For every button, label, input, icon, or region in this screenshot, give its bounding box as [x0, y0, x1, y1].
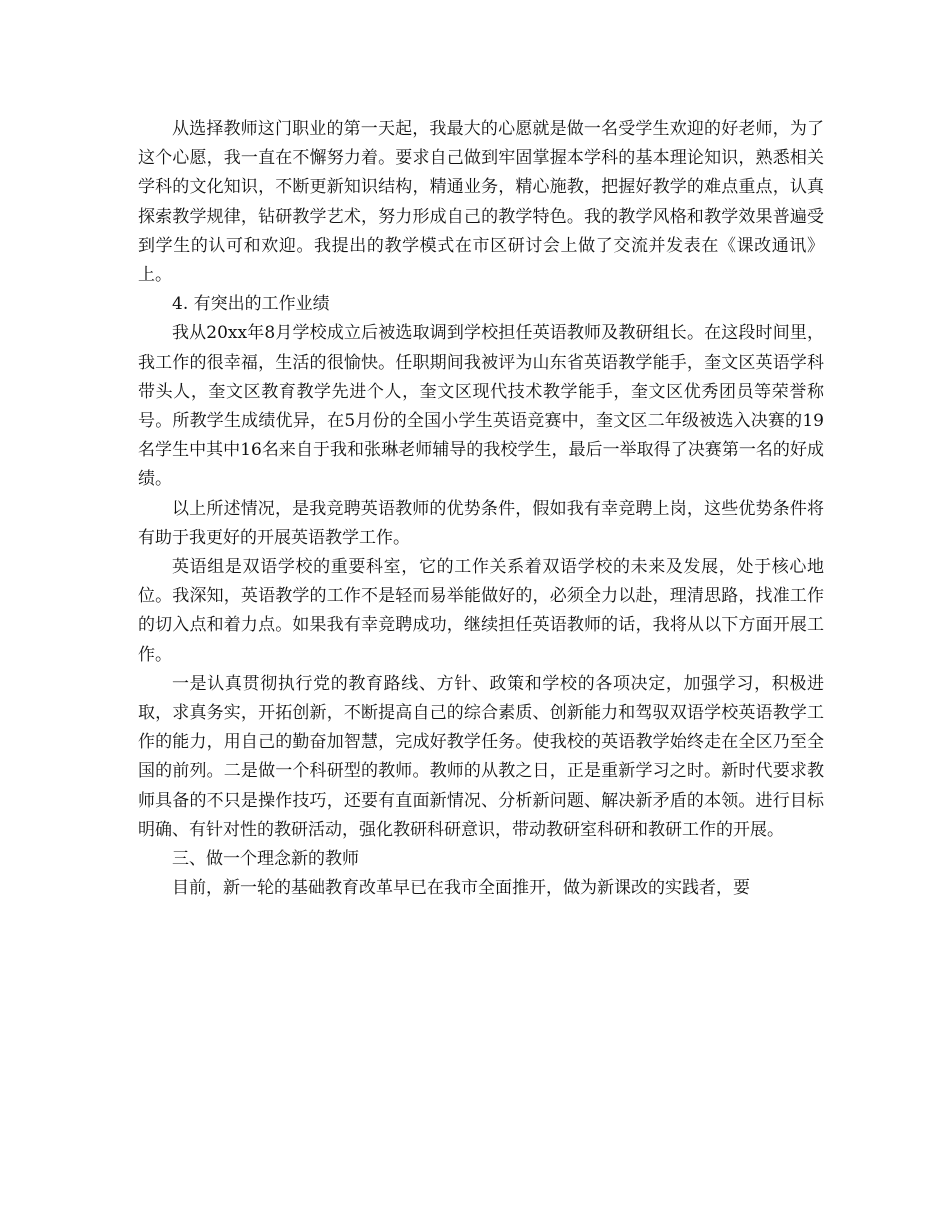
paragraph-curriculum-reform: 目前，新一轮的基础教育改革早已在我市全面推开，做为新课改的实践者，要	[172, 878, 750, 899]
paragraph-teaching-aspiration: 从选择教师这门职业的第一天起，我最大的心愿就是做一名受学生欢迎的好老师，为了这个心愿，我一直在不懈努力着。要求自己做到牢固掌握本学科的基本理论知识，熟悉相关学科的文化知识，不断更新知识结构，精通业务，精心施教，把握好教学的难点重点，认真探索教学规律，钻研教学艺术，努力形成自己的教学特色。我的教学风格和教学效果普遍受到学生的认可和欢迎。我提出的教学模式在市区研讨会上做了交流并发表在《课改通讯》上。	[138, 119, 824, 286]
heading-new-concept-teacher: 三、做一个理念新的教师	[172, 849, 359, 870]
paragraph-work-achievements: 我从20xx年8月学校成立后被选取调到学校担任英语教师及教研组长。在这段时间里，我工作的很幸福，生活的很愉快。任职期间我被评为山东省英语教学能手，奎文区英语学科带头人，奎文区教育教学先进个人，奎文区现代技术教学能手，奎文区优秀团员等荣誉称号。所教学生成绩优异，在5月份的全国小学生英语竞赛中，奎文区二年级被选入决赛的19名学生中其中16名来自于我和张琳老师辅导的我校学生，最后一举取得了决赛第一名的好成绩。	[138, 323, 824, 490]
document-body	[138, 115, 824, 903]
paragraph-english-group-role: 英语组是双语学校的重要科室，它的工作关系着双语学校的未来及发展，处于核心地位。我深知，英语教学的工作不是轻而易举能做好的，必须全力以赴，理清思路，找准工作的切入点和着力点。如果我有幸竞聘成功，继续担任英语教师的话，我将从以下方面开展工作。	[138, 557, 824, 665]
paragraph-work-plan: 一是认真贯彻执行党的教育路线、方针、政策和学校的各项决定，加强学习，积极进取，求真务实，开拓创新，不断提高自己的综合素质、创新能力和驾驭双语学校英语教学工作的能力，用自己的勤奋加智慧，完成好教学任务。使我校的英语教学始终走在全区乃至全国的前列。二是做一个科研型的教师。教师的从教之日，正是重新学习之时。新时代要求教师具备的不只是操作技巧，还要有直面新情况、分析新问题、解决新矛盾的本领。进行目标明确、有针对性的教研活动，强化教研科研意识，带动教研室科研和教研工作的开展。	[138, 673, 824, 840]
heading-outstanding-achievements: 4. 有突出的工作业绩	[172, 294, 330, 315]
paragraph-advantages-summary: 以上所述情况，是我竞聘英语教师的优势条件，假如我有幸竞聘上岗，这些优势条件将有助于我更好的开展英语教学工作。	[138, 498, 824, 548]
